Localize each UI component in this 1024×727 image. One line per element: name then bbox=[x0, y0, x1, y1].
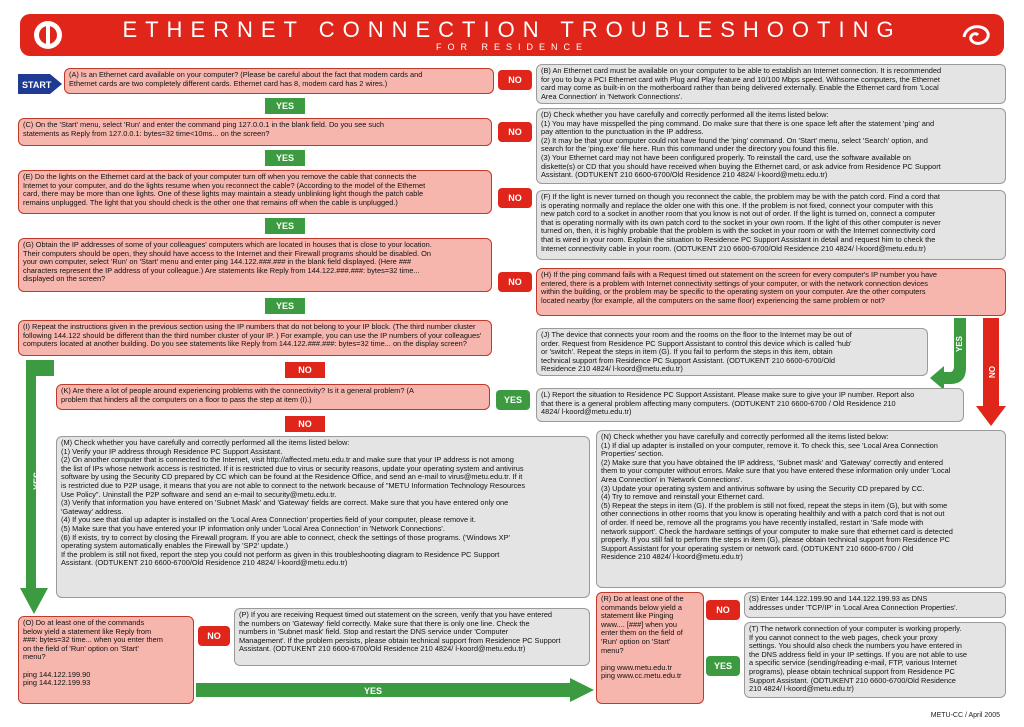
box-t-line: programs), please obtain technical support from Residence PC bbox=[749, 666, 955, 676]
box-p bbox=[234, 608, 590, 666]
box-j-line: or 'switch'. Repeat the steps in item (G). If you fail to perform the steps in this item, obtain bbox=[541, 347, 833, 357]
box-f-line: that is operating normally with its own patch cord to the socket in your own room. If the light of this other computer is never bbox=[541, 217, 941, 227]
box-o-line: below yield a statement like Reply from bbox=[23, 626, 152, 636]
box-m-line: (6) If exists, try to correct by closing the Firewall program. If you are able to connect, check the settings of those programs. ('Windows XP' bbox=[61, 532, 510, 542]
no-o-to-p: NO bbox=[198, 626, 230, 646]
box-i bbox=[18, 320, 492, 356]
box-m-line: (1) Verify your IP address through Residence PC Support Assistant. bbox=[61, 446, 283, 456]
box-g-line: Their computers should be open, they should have access to the Internet and their Firewall programs should be disabled. On bbox=[23, 248, 431, 258]
box-l-line: 4824/ l-koord@metu.edu.tr) bbox=[541, 407, 632, 417]
box-r bbox=[596, 592, 704, 704]
box-t bbox=[744, 622, 1006, 698]
box-r-line: www.... [###] when you bbox=[601, 619, 677, 629]
box-n-line: properly. If you still fail to perform the steps in item (G), please obtain technical support from Residence PC bbox=[601, 535, 951, 545]
box-d-line: Assistant. (ODTUKENT 210 6600-6700/Old Residence 210 4824/ l-koord@metu.edu.tr) bbox=[541, 170, 828, 180]
box-d-line: (1) You may have misspelled the ping command. Do make sure that there is one space left after the statement 'ping' and bbox=[541, 118, 935, 128]
no-i-to-k: NO bbox=[285, 362, 325, 378]
box-g-line: displayed on the screen? bbox=[23, 274, 106, 284]
box-f-line: turned on, then, it is highly probable that the problem is with the socket in your room or with the Internet connectivity cord bbox=[541, 226, 936, 236]
box-a-line: (A) Is an Ethernet card available on your computer? (Please be careful about the fact that modem cards and bbox=[69, 70, 423, 79]
yes-g-to-i: YES bbox=[265, 298, 305, 314]
yes-c-to-e: YES bbox=[265, 150, 305, 166]
box-i-line: computers located at another building. Do you see statements like Reply from 144.122.###.###: bytes=32 time... on the display screen? bbox=[23, 339, 467, 349]
box-c-line: (C) On the 'Start' menu, select 'Run' and enter the command ping 127.0.0.1 in the blank field. Do you see such bbox=[23, 120, 385, 129]
box-f-line: (F) If the light is never turned on though you reconnect the cable, the problem may be with the patch cord. Find a cord that bbox=[541, 192, 940, 201]
box-j-line: technical support from Residence PC Support Assistant. (ODTUKENT 210 6600-6700/Old bbox=[541, 355, 835, 365]
yes-k-to-l: YES bbox=[496, 390, 530, 410]
box-m-line: If the problem is still not fixed, report the step you could not perform as given in this troubleshooting diagram to Residence PC Support bbox=[61, 549, 500, 559]
start-label: START bbox=[22, 80, 52, 90]
yes-i-to-o-arrow bbox=[18, 360, 54, 614]
no-g-to-h: NO bbox=[498, 272, 532, 292]
box-n-line: (1) If dial up adapter is installed on your computer, remove it. To check this, see 'Local Area Connection bbox=[601, 440, 938, 450]
box-m-line: is restricted due to P2P usage, it means that you are not able to connect to the network because of "METU Information Technology Resources bbox=[61, 480, 526, 490]
box-h-line: entered, there is a problem with Internet connectivity settings of your computer, or with the network connection devices bbox=[541, 278, 928, 288]
box-f-line: Internet connectivity cable in your room. (ODTUKENT 210 6600-6700/Old Residence 210 4824/ l-koord@metu.edu.tr) bbox=[541, 243, 926, 253]
no-h-to-n-label: NO bbox=[988, 366, 997, 378]
box-n bbox=[596, 430, 1006, 588]
box-e bbox=[18, 170, 492, 214]
yes-a-to-c: YES bbox=[265, 98, 305, 114]
box-g-line: (G) Obtain the IP addresses of some of your colleagues' computers which are located in houses that is close to your location. bbox=[23, 240, 432, 249]
yes-h-to-j-arrow bbox=[930, 318, 978, 390]
no-h-to-n-arrow bbox=[976, 318, 1006, 426]
box-i-line: following 144.122 should be different than the third number cluster of your IP. ) For example, you can use the IP numbers of your colleagues' bbox=[23, 330, 482, 340]
box-s-line: addresses under 'TCP/IP' in 'Local Area Connection Properties'. bbox=[749, 602, 958, 612]
box-o-line: ###: bytes=32 time... when you enter them bbox=[23, 635, 163, 645]
box-m-line: Assistant. (ODTUKENT 210 6600-6700/Old Residence 210 4824/ l-koord@metu.edu.tr) bbox=[61, 558, 348, 568]
box-g bbox=[18, 238, 492, 292]
box-a bbox=[64, 68, 494, 94]
box-m-line: software by using the Security CD prepared by CC which can be found at the Residence Office, and send an e-mail to virus@metu.edu.tr. If it bbox=[61, 472, 523, 482]
box-m-line: (M) Check whether you have carefully and correctly performed all the items listed below: bbox=[61, 438, 350, 447]
box-t-line: 210 4824/ l-koord@metu.edu.tr) bbox=[749, 684, 854, 694]
box-d-line: diskette(s) or CD that you should have received when buying the Ethernet card, or ask advice from Residence PC Support bbox=[541, 161, 941, 171]
box-n-line: Properties' section. bbox=[601, 449, 664, 459]
header-banner bbox=[20, 14, 1004, 56]
box-m-line: 'Gateway' address. bbox=[61, 506, 124, 516]
box-m-line: (4) If you see that dial up adapter is installed on the 'Local Area Connection' properties field of your computer, please remove it. bbox=[61, 515, 476, 525]
box-r-line: ping www.metu.edu.tr bbox=[601, 662, 673, 672]
box-m-line: (5) Make sure that you have entered your IP information only under 'Local Area Connection' in 'Network Connections'. bbox=[61, 523, 445, 533]
box-d-line: (2) It may be that your computer could not have found the 'ping' command. On 'Start' menu, select 'Search' option, and bbox=[541, 135, 928, 145]
box-m-line: the list of IPs whose network access is restricted. If it is restricted due to virus or security reasons, update your operating system and antivirus bbox=[61, 463, 524, 473]
box-m-line: (2) On another computer that is connected to the Internet, visit http://affected.metu.edu.tr and make sure that your IP address is not among bbox=[61, 455, 514, 465]
box-j-line: Residence 210 4824/ l-koord@metu.edu.tr) bbox=[541, 364, 683, 374]
box-d-line: pay attention to the punctuation in the IP address. bbox=[541, 127, 704, 137]
box-b-line: for you to buy a PCI Ethernet card with Plug and Play feature and 10/100 Mbps speed. Withsome computers, the Ethernet bbox=[541, 74, 940, 84]
no-k-to-m: NO bbox=[285, 416, 325, 432]
box-p-line: Management'. If the problem persists, please obtain technical support from Residence PC Support bbox=[239, 635, 561, 645]
start-arrow-icon bbox=[18, 72, 62, 96]
box-a-line: Ethernet cards are two completely different cards. Ethernet card has 8, modem card has 2 wires.) bbox=[69, 78, 388, 88]
box-n-line: (4) Try to remove and reinstall your Ethernet card. bbox=[601, 492, 765, 502]
box-n-line: (3) Update your operating system and antivirus software by using the Security CD prepared by CC. bbox=[601, 483, 925, 493]
box-j bbox=[536, 328, 928, 376]
box-b-line: card may come as built-in on the motherboard rather than being delivered externally. Enable the Ethernet card from 'Local bbox=[541, 83, 939, 93]
box-n-line: (5) Repeat the steps in item (G). If the problem is still not fixed, repeat the steps in item (G), but with some bbox=[601, 500, 948, 510]
box-o-line: ping 144.122.199.93 bbox=[23, 678, 91, 688]
box-t-line: settings. You should also check the numbers you have entered in bbox=[749, 641, 962, 651]
box-o-line: on the field of 'Run' option on 'Start' bbox=[23, 643, 139, 653]
box-r-line: menu? bbox=[601, 645, 624, 655]
box-e-line: Internet to your computer, and do the lights resume when you reconnect the cable? (According to the model of the Ethernet bbox=[23, 180, 426, 190]
box-p-line: Assistant. (ODTUKENT 210 6600-6700/Old Residence 210 4824/ l-koord@metu.edu.tr) bbox=[239, 644, 526, 654]
spiral-logo-icon bbox=[960, 19, 992, 51]
box-j-line: order. Request from Residence PC Support Assistant to control this device which is called 'hub' bbox=[541, 338, 852, 348]
box-c-line: statements as Reply from 127.0.0.1: bytes=32 time<10ms... on the screen? bbox=[23, 128, 270, 138]
box-t-line: the DNS address field in your IP settings. If you are not able to use bbox=[749, 649, 968, 659]
box-n-line: Residence 210 4824/ l-koord@metu.edu.tr) bbox=[601, 552, 743, 562]
box-o-line: menu? bbox=[23, 652, 46, 662]
box-s bbox=[744, 592, 1006, 618]
box-r-line: enter them on the field of bbox=[601, 628, 683, 638]
box-p-line: numbers in 'Subnet mask' field. Stop and restart the DNS service under 'Computer bbox=[239, 627, 509, 637]
box-l-line: that there is a general problem affecting many computers. (ODTUKENT 210 6600-6700 / Old Residence 210 bbox=[541, 398, 896, 408]
box-m-line: operating system automatically enables the Firewall by 'SP2' update.) bbox=[61, 541, 289, 551]
box-o-line: ping 144.122.199.90 bbox=[23, 669, 91, 679]
box-p-line: (P) If you are receiving Request timed out statement on the screen, verify that you have entered bbox=[239, 610, 553, 619]
box-n-line: (2) Make sure that you have obtained the IP address, 'Subnet mask' and 'Gateway' correctly and entered bbox=[601, 457, 943, 467]
yes-e-to-g: YES bbox=[265, 218, 305, 234]
box-o bbox=[18, 616, 194, 704]
box-p-line: the numbers on 'Gateway' field correctly. Make sure that there is only one line. Check the bbox=[239, 618, 530, 628]
page-subtitle: FOR RESIDENCE bbox=[435, 42, 588, 52]
box-g-line: your own computer, select 'Run' on 'Start' menu and enter ping 144.122.###.### in the blank field displayed. (Here ### bbox=[23, 257, 412, 267]
box-b-line: (B) An Ethernet card must be available on your computer to be able to establish an Internet connection. It is recommended bbox=[541, 66, 942, 75]
box-o-line: (O) Do at least one of the commands bbox=[23, 618, 145, 627]
box-n-line: them to your computer without errors. Make sure that you have entered these information only under 'Local bbox=[601, 466, 951, 476]
box-d-line: (D) Check whether you have carefully and correctly performed all the items listed below: bbox=[541, 110, 829, 119]
page-title: ETHERNET CONNECTION TROUBLESHOOTING bbox=[122, 17, 902, 42]
box-t-line: a specific service (sending/reading e-mail, FTP, various Internet bbox=[749, 658, 957, 668]
box-n-line: Area Connection' in 'Network Connections'. bbox=[601, 474, 743, 484]
yes-r-to-t: YES bbox=[706, 656, 740, 676]
box-n-line: other connections in other rooms that you know is operating healthily and with a patch cord that is not out bbox=[601, 509, 945, 519]
box-r-line: ping www.cc.metu.edu.tr bbox=[601, 671, 682, 681]
box-h-line: located nearby (for example, all the computers on the same floor) experiencing the same problem or not? bbox=[541, 295, 885, 305]
box-r-line: (R) Do at least one of the bbox=[601, 594, 684, 603]
box-k-line: problem that hinders all the computers on a floor to pass the step at item (I).) bbox=[61, 394, 312, 404]
box-r-line: statement like Pinging bbox=[601, 611, 674, 621]
no-r-to-s: NO bbox=[706, 600, 740, 620]
footer-credit: METU-CC / April 2005 bbox=[930, 712, 1000, 719]
box-n-line: of order. If need be, remove all the programs you have recently installed, restart in 'Safe mode with bbox=[601, 517, 924, 527]
box-r-line: commands below yield a bbox=[601, 602, 682, 612]
box-n-line: network support'. Check the hardware settings of your computer to make sure that ethernet card is detected bbox=[601, 526, 953, 536]
box-k bbox=[56, 384, 490, 410]
box-h-line: within the building, or the problem may be specific to the operating system on your computer. Are the other computers bbox=[541, 287, 926, 297]
box-g-line: characters represent the IP address of your colleague.) Are statements like Reply from 144.122.###.###: bytes=32 time... bbox=[23, 265, 420, 275]
box-l-line: (L) Report the situation to Residence PC Support Assistant. Please make sure to give your IP number. Report also bbox=[541, 390, 915, 399]
box-r-line: 'Run' option on 'Start' bbox=[601, 636, 671, 646]
box-h-line: (H) If the ping command fails with a Request timed out statement on the screen for every computer's IP number you have bbox=[541, 270, 938, 279]
box-d-line: (3) Your Ethernet card may not have been configured properly. To reinstall the card, use the software available on bbox=[541, 152, 911, 162]
box-m-line: (3) Verify that information you have entered on 'Subnet Mask' and 'Gateway' fields are correct. Make sure that you have entered only one bbox=[61, 498, 509, 508]
no-a-to-b: NO bbox=[498, 70, 532, 90]
box-l bbox=[536, 388, 964, 422]
box-t-line: If you cannot connect to the web pages, check your proxy bbox=[749, 632, 938, 642]
box-c bbox=[18, 118, 492, 146]
box-t-line: (T) The network connection of your computer is working properly. bbox=[749, 624, 962, 633]
box-b bbox=[536, 64, 1006, 104]
box-e-line: remains unplugged. The light that you should check is the other one that remains off when the cable is unplugged.) bbox=[23, 197, 398, 207]
box-d bbox=[536, 108, 1006, 184]
box-e-line: card, there may be more than one lights. One of these lights may maintain a steady unblinking light though the patch cable bbox=[23, 189, 424, 199]
box-i-line: (I) Repeat the instructions given in the previous section using the IP numbers that do not belong to your IP block. (The third number cluster bbox=[23, 322, 476, 331]
box-k-line: (K) Are there a lot of people around experiencing problems with the connectivity? Is it a general problem? (A bbox=[61, 386, 414, 395]
box-f-line: that is wired in your room. Explain the situation to Residence PC Support Assistant in detail and request him to check the bbox=[541, 234, 936, 244]
box-m bbox=[56, 436, 590, 598]
box-h bbox=[536, 268, 1006, 316]
box-m-line: Use Policy". Uninstall the P2P software and send an e-mail to security@metu.edu.tr. bbox=[61, 489, 337, 499]
box-f-line: new patch cord to a socket in another room that you know is not out of order. If the light is turned on, connect a computer bbox=[541, 209, 936, 219]
no-c-to-d: NO bbox=[498, 122, 532, 142]
box-n-line: (N) Check whether you have carefully and correctly performed all the items listed below: bbox=[601, 432, 889, 441]
box-f-line: is operating normally and replace the older one with this one. If the problem is not fixed, connect your computer with this bbox=[541, 200, 933, 210]
yes-h-to-j-label: YES bbox=[955, 335, 964, 352]
box-b-line: Area Connection' in 'Network Connections'. bbox=[541, 91, 683, 101]
yes-i-to-o-label: YES bbox=[32, 471, 42, 490]
box-t-line: Support Assistant. (ODTUKENT 210 6600-6700/Old Residence bbox=[749, 675, 956, 685]
box-n-line: Support Assistant for your operating system or network card. (ODTUKENT 210 6600-6700 / Old bbox=[601, 543, 914, 553]
yes-o-to-r-arrow bbox=[196, 678, 594, 702]
yes-o-to-r-label: YES bbox=[364, 686, 383, 696]
box-e-line: (E) Do the lights on the Ethernet card at the back of your computer turn off when you remove the cable that connects the bbox=[23, 172, 417, 181]
box-d-line: search for the 'ping.exe' file here. Run this command under the directory you found this file. bbox=[541, 144, 839, 154]
no-e-to-f: NO bbox=[498, 188, 532, 208]
box-s-line: (S) Enter 144.122.199.90 and 144.122.199.93 as DNS bbox=[749, 594, 928, 603]
box-j-line: (J) The device that connects your room and the rooms on the floor to the Internet may be out of bbox=[541, 330, 852, 339]
box-f bbox=[536, 190, 1006, 260]
